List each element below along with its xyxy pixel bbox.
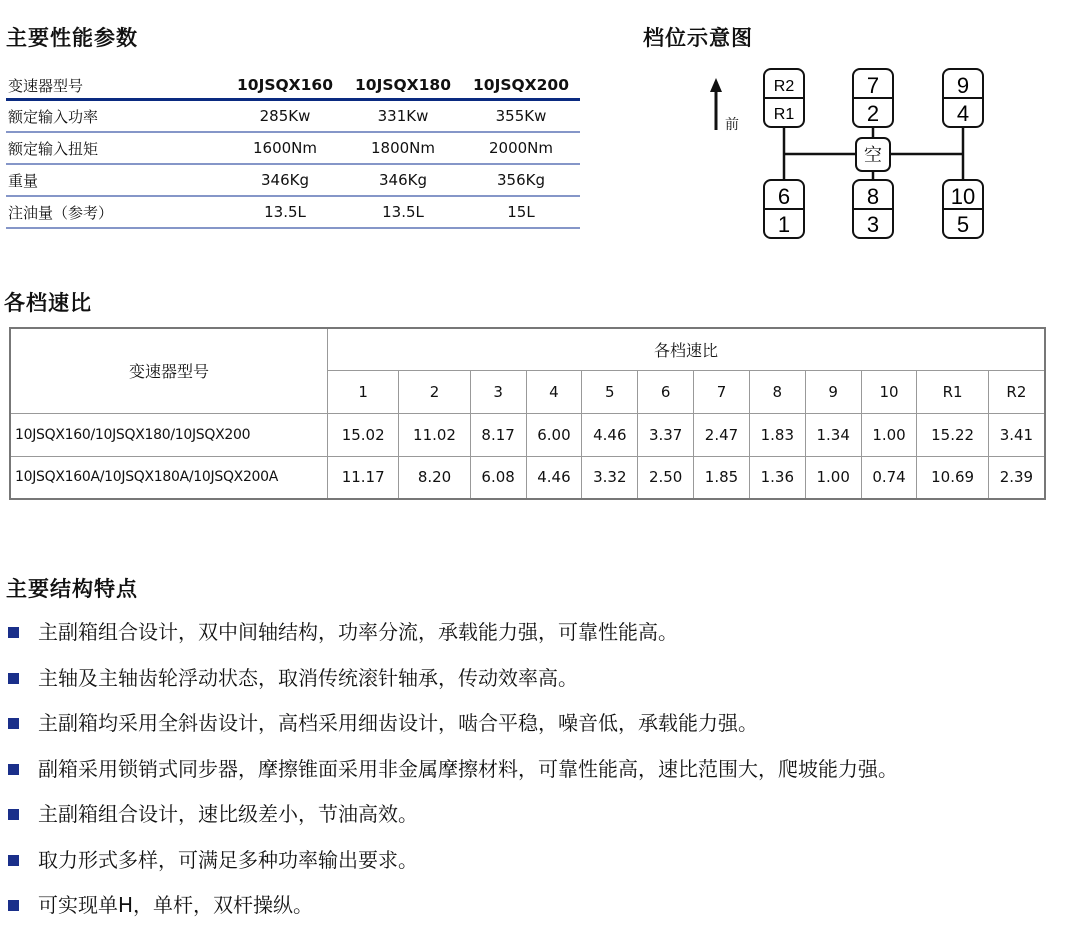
spec-header-label: 变速器型号 xyxy=(6,72,226,100)
gear-label: R2 xyxy=(773,78,795,95)
feature-text: 主轴及主轴齿轮浮动状态，取消传统滚针轴承，传动效率高。 xyxy=(38,665,578,690)
ratio-cell: 3.41 xyxy=(988,413,1045,456)
gear-header: 8 xyxy=(749,370,805,413)
gear-header: 6 xyxy=(638,370,694,413)
ratio-cell: 3.37 xyxy=(638,413,694,456)
gear-header: 1 xyxy=(328,370,399,413)
gear-label: 9 xyxy=(956,73,970,98)
gear-label: 4 xyxy=(956,101,970,126)
spec-cell: 15L xyxy=(462,196,580,228)
gear-header: R1 xyxy=(917,370,988,413)
forward-label: 前 xyxy=(725,116,739,132)
spec-model-2: 10JSQX180 xyxy=(344,72,462,100)
gear-label: 3 xyxy=(866,212,880,237)
features-list xyxy=(8,610,898,929)
square-bullet-icon xyxy=(8,718,19,729)
ratio-cell: 1.85 xyxy=(694,456,750,499)
ratio-cell: 0.74 xyxy=(861,456,917,499)
ratio-cell: 2.50 xyxy=(638,456,694,499)
ratio-group-header: 各档速比 xyxy=(328,328,1046,370)
spec-row-label: 注油量（参考） xyxy=(6,196,226,228)
ratio-cell: 11.17 xyxy=(328,456,399,499)
gear-header: 3 xyxy=(470,370,526,413)
square-bullet-icon xyxy=(8,855,19,866)
neutral-label: 空 xyxy=(864,145,882,165)
gear-box-r2-r1 xyxy=(764,69,804,127)
gear-box-8-3 xyxy=(853,180,893,238)
spec-cell: 13.5L xyxy=(344,196,462,228)
gear-header: 9 xyxy=(805,370,861,413)
ratio-cell: 15.02 xyxy=(328,413,399,456)
square-bullet-icon xyxy=(8,900,19,911)
spec-row-label: 额定输入扭矩 xyxy=(6,132,226,164)
spec-row-label: 额定输入功率 xyxy=(6,100,226,133)
spec-cell: 285Kw xyxy=(226,100,344,133)
ratio-cell: 11.02 xyxy=(399,413,470,456)
gear-header: R2 xyxy=(988,370,1045,413)
gear-label: 7 xyxy=(866,73,880,98)
feature-text: 副箱采用锁销式同步器，摩擦锥面采用非金属摩擦材料，可靠性能高，速比范围大，爬坡能力强。 xyxy=(38,756,898,781)
ratio-cell: 6.00 xyxy=(526,413,582,456)
list-item xyxy=(8,656,898,702)
square-bullet-icon xyxy=(8,627,19,638)
gear-label: 1 xyxy=(777,212,791,237)
spec-cell: 346Kg xyxy=(344,164,462,196)
gear-box-9-4 xyxy=(943,69,983,127)
shift-title: 档位示意图 xyxy=(643,26,753,50)
square-bullet-icon xyxy=(8,673,19,684)
gear-box-10-5 xyxy=(943,180,983,238)
ratio-model-header: 变速器型号 xyxy=(10,328,328,413)
spec-cell: 1600Nm xyxy=(226,132,344,164)
spec-cell: 331Kw xyxy=(344,100,462,133)
gear-label: 6 xyxy=(777,184,791,209)
spec-row-torque xyxy=(6,132,580,164)
gear-header: 7 xyxy=(694,370,750,413)
ratio-cell: 10.69 xyxy=(917,456,988,499)
list-item xyxy=(8,792,898,838)
spec-row-power xyxy=(6,100,580,133)
gear-header: 5 xyxy=(582,370,638,413)
spec-row-oil xyxy=(6,196,580,228)
spec-row-label: 重量 xyxy=(6,164,226,196)
list-item xyxy=(8,883,898,929)
gear-label: 8 xyxy=(866,184,880,209)
shift-pattern-diagram xyxy=(700,60,1000,245)
ratio-cell: 4.46 xyxy=(582,413,638,456)
spec-model-1: 10JSQX160 xyxy=(226,72,344,100)
gear-header: 2 xyxy=(399,370,470,413)
ratios-title: 各档速比 xyxy=(4,291,92,315)
gear-header: 4 xyxy=(526,370,582,413)
ratio-cell: 6.08 xyxy=(470,456,526,499)
ratio-cell: 1.34 xyxy=(805,413,861,456)
square-bullet-icon xyxy=(8,764,19,775)
feature-text: 主副箱均采用全斜齿设计，高档采用细齿设计，啮合平稳，噪音低，承载能力强。 xyxy=(38,711,758,735)
spec-header-row xyxy=(6,72,580,100)
feature-text: 可实现单H，单杆，双杆操纵。 xyxy=(38,893,314,917)
square-bullet-icon xyxy=(8,809,19,820)
gear-box-7-2 xyxy=(853,69,893,127)
spec-row-weight xyxy=(6,164,580,196)
spec-title: 主要性能参数 xyxy=(6,26,138,50)
forward-arrow-icon xyxy=(710,78,722,130)
spec-cell: 355Kw xyxy=(462,100,580,133)
gear-header: 10 xyxy=(861,370,917,413)
spec-cell: 2000Nm xyxy=(462,132,580,164)
list-item xyxy=(8,747,898,793)
ratio-cell: 3.32 xyxy=(582,456,638,499)
ratio-header-row xyxy=(10,328,1045,370)
ratio-cell: 15.22 xyxy=(917,413,988,456)
ratio-cell: 8.20 xyxy=(399,456,470,499)
features-title: 主要结构特点 xyxy=(6,577,138,601)
ratio-model: 10JSQX160/10JSQX180/10JSQX200 xyxy=(10,413,328,456)
ratio-cell: 8.17 xyxy=(470,413,526,456)
spec-table xyxy=(6,72,580,229)
table-row xyxy=(10,413,1045,456)
spec-model-3: 10JSQX200 xyxy=(462,72,580,100)
spec-cell: 13.5L xyxy=(226,196,344,228)
table-row xyxy=(10,456,1045,499)
spec-cell: 356Kg xyxy=(462,164,580,196)
gear-label: 2 xyxy=(866,101,880,126)
ratio-cell: 1.00 xyxy=(805,456,861,499)
feature-text: 主副箱组合设计，双中间轴结构，功率分流，承载能力强，可靠性能高。 xyxy=(38,620,678,644)
feature-text: 取力形式多样，可满足多种功率输出要求。 xyxy=(38,847,418,872)
ratio-cell: 1.36 xyxy=(749,456,805,499)
ratio-model: 10JSQX160A/10JSQX180A/10JSQX200A xyxy=(10,456,328,499)
ratio-cell: 1.00 xyxy=(861,413,917,456)
spec-cell: 346Kg xyxy=(226,164,344,196)
feature-text: 主副箱组合设计，速比级差小，节油高效。 xyxy=(38,802,418,826)
ratio-table xyxy=(9,327,1046,500)
gear-label: 10 xyxy=(950,184,976,209)
ratio-cell: 1.83 xyxy=(749,413,805,456)
gear-box-6-1 xyxy=(764,180,804,238)
list-item xyxy=(8,701,898,747)
gear-label: R1 xyxy=(773,106,795,123)
gear-label: 5 xyxy=(956,212,970,237)
spec-cell: 1800Nm xyxy=(344,132,462,164)
list-item xyxy=(8,838,898,884)
ratio-cell: 2.39 xyxy=(988,456,1045,499)
ratio-cell: 2.47 xyxy=(694,413,750,456)
list-item xyxy=(8,610,898,656)
ratio-cell: 4.46 xyxy=(526,456,582,499)
